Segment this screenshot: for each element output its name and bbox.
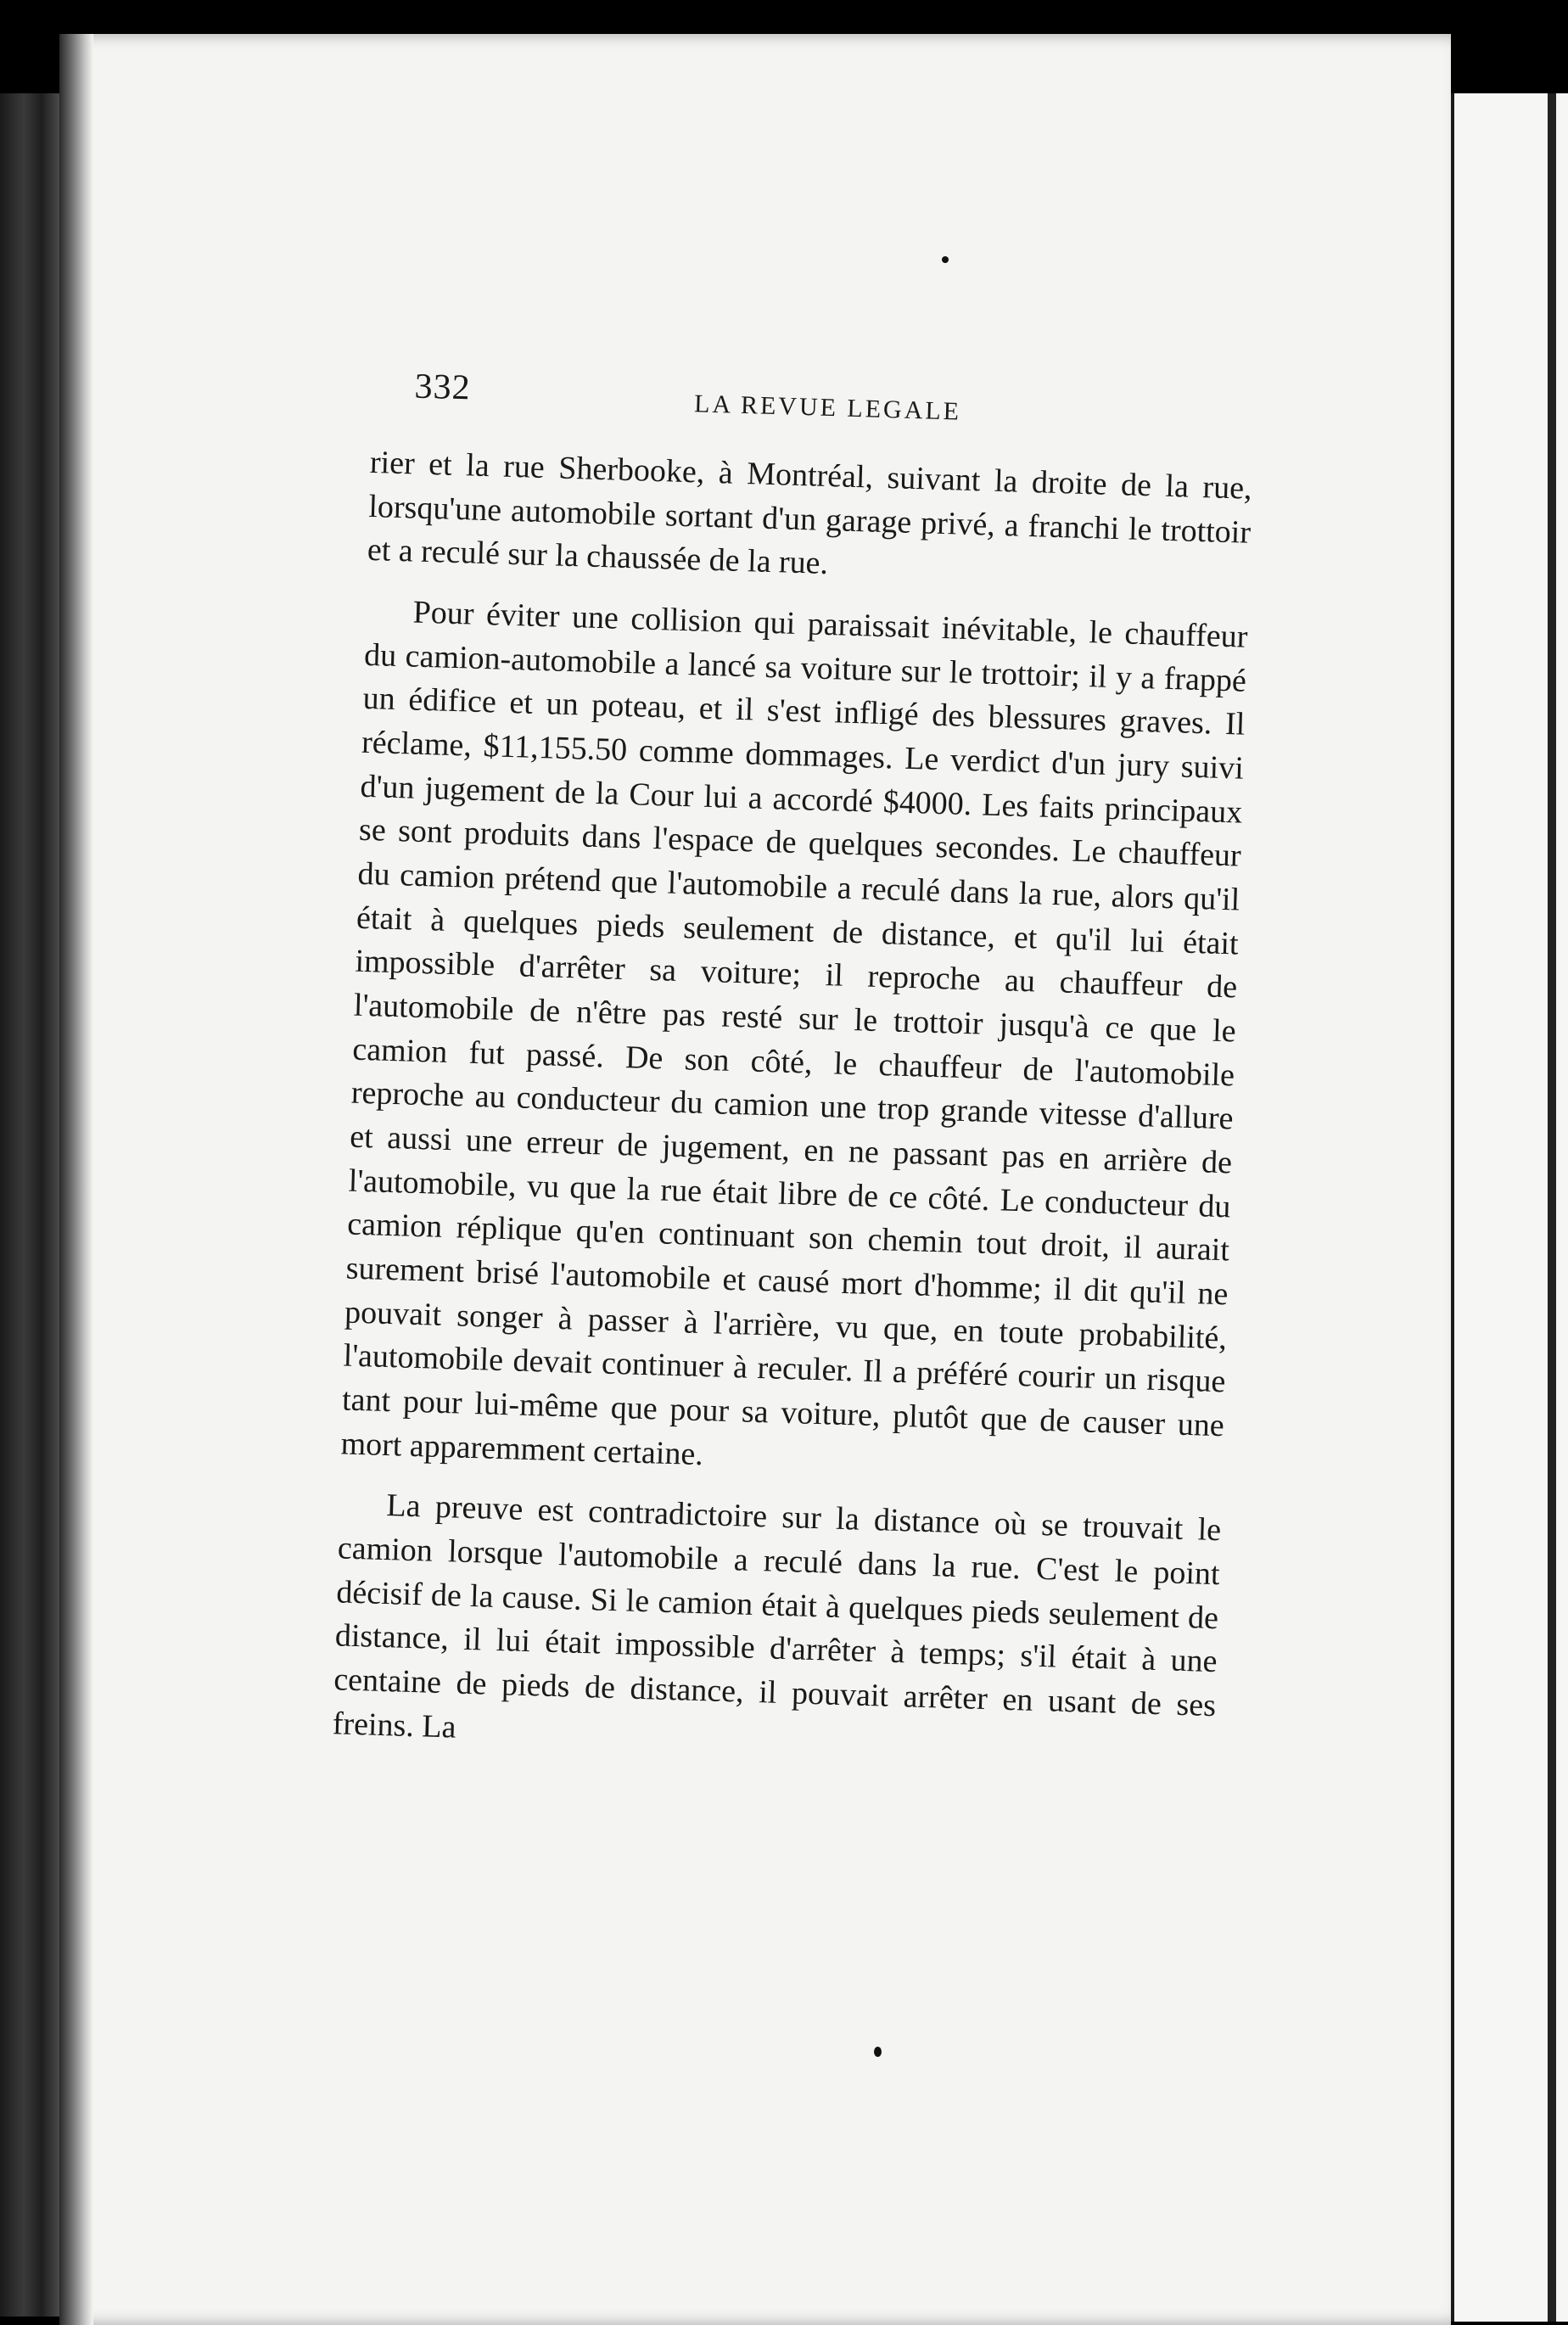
book-spine-edge — [0, 93, 59, 2317]
body-text — [332, 441, 1252, 1773]
book-right-edge — [1548, 93, 1556, 2322]
page-text-block — [332, 348, 1256, 1790]
page-number: 332 — [413, 367, 472, 408]
scan-speck — [874, 2047, 882, 2057]
running-title: LA REVUE LEGALE — [693, 389, 962, 426]
paragraph: La preuve est contradictoire sur la distance où se trouvait le camion lorsque l'automobile a reculé dans la rue. C'est le point décisif de la cause. Si le camion était à quelques pieds seulement de distance, il lui était impossible d'arrêter à temps; s'il était à une centaine de pieds de distance, il pouvait arrêter en usant de ses freins. La — [332, 1487, 1222, 1745]
page-gutter-shadow — [59, 34, 93, 2325]
scan-speck — [942, 256, 949, 263]
paragraph: Pour éviter une collision qui paraissait inévitable, le chauffeur du camion-automobile a lancé sa voiture sur le trottoir; il y a frappé un édifice et un poteau, et il s'est infligé des blessures graves. Il réclame, $11,155.50 comme dommages. Le verdict d'un jury suivi d'un jugement de la Cour lui a accordé $4000. Les faits principaux se sont produits dans l'espace de quelques secondes. Le chauffeur du camion prétend que l'automobile a reculé dans la rue, alors qu'il était à quelques pieds seulement de distance, et qu'il lui était impossible d'arrêter sa voiture; il reproche au chauffeur de l'automobile de n'être pas resté sur le trottoir jusqu'à ce que le camion fut passé. De son côté, le chauffeur de l'automobile reproche au conducteur du camion une trop grande vitesse d'allure et aussi une erreur de jugement, en ne passant pas en arrière de l'automobile, vu que la rue était libre de ce côté. Le conducteur du camion réplique qu'en continuant son chemin tout droit, il aurait surement brisé l'automobile et causé mort d'homme; il dit qu'il ne pouvait songer à passer à l'arrière, vu que, en toute probabilité, l'automobile devait continuer à reculer. Il a préféré courir un risque tant pour lui-même que pour sa voiture, plutôt que de causer une mort apparemment certaine. — [340, 594, 1248, 1472]
paragraph: rier et la rue Sherbooke, à Montréal, suivant la droite de la rue, lorsqu'une automobile sortant d'un garage privé, a franchi le trottoir et a reculé sur la chaussée de la rue. — [367, 444, 1253, 582]
